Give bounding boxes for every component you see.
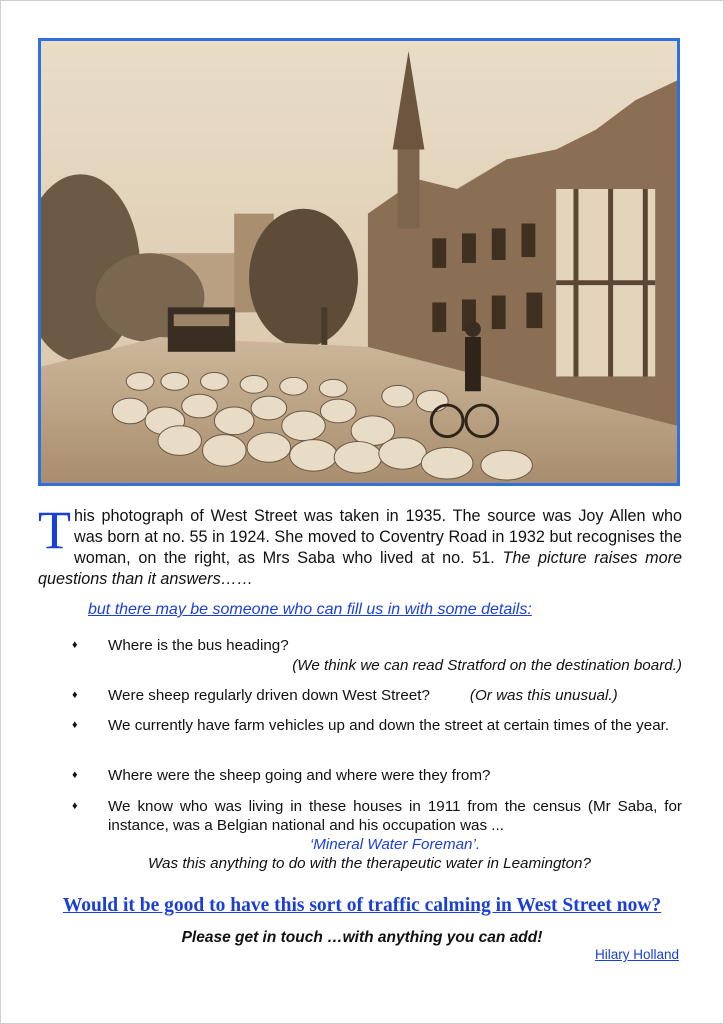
intro-italic: The picture raises more questions than it answers…… [38,549,682,588]
question-text: We know who was living in these houses in 1911 from the census (Mr Saba, for instance, was a Belgian national and his occupation was ... [108,798,682,834]
diamond-bullet-icon: ♦ [72,719,78,731]
question-text: Where were the sheep going and where were they from? [108,767,491,784]
question-item [70,797,682,873]
diamond-bullet-icon: ♦ [72,639,78,651]
intro-text: his photograph of West Street was taken in 1935. The source was Joy Allen who was born at no. 55 in 1924. She moved to Coventry Road in 1932 but recognises the woman, on the right, as Mrs Saba who lived at no. 51. [74,507,682,567]
question-item [70,636,682,675]
question-text: Where is the bus heading? [108,637,289,654]
street-photo [38,38,680,486]
diamond-bullet-icon: ♦ [72,689,78,701]
question-text: Were sheep regularly driven down West Street? [108,687,430,704]
sepia-photo-illustration [41,41,677,483]
occupation-highlight: ‘Mineral Water Foreman’. [309,836,481,853]
question-text: We currently have farm vehicles up and down the street at certain times of the year. [108,717,670,734]
subheading-colon: : [527,601,532,618]
question-note: (We think we can read Stratford on the destination board.) [292,657,682,674]
intro-paragraph [38,500,682,590]
callout-heading: Would it be good to have this sort of traffic calming in West Street now? [62,895,662,916]
contact-line: Please get in touch …with anything you can add! [181,929,543,946]
drop-cap: T [38,500,71,560]
question-item [70,716,682,735]
diamond-bullet-icon: ♦ [72,769,78,781]
author-link[interactable]: Hilary Holland [594,947,679,962]
question-note: (Or was this unusual.) [469,687,618,704]
question-followup: Was this anything to do with the therapeutic water in Leamington? [148,855,591,872]
subheading [88,601,532,619]
question-item [70,686,682,705]
subheading-text: but there may be someone who can fill us in with some details [88,601,528,618]
diamond-bullet-icon: ♦ [72,800,78,812]
question-item [70,766,682,785]
